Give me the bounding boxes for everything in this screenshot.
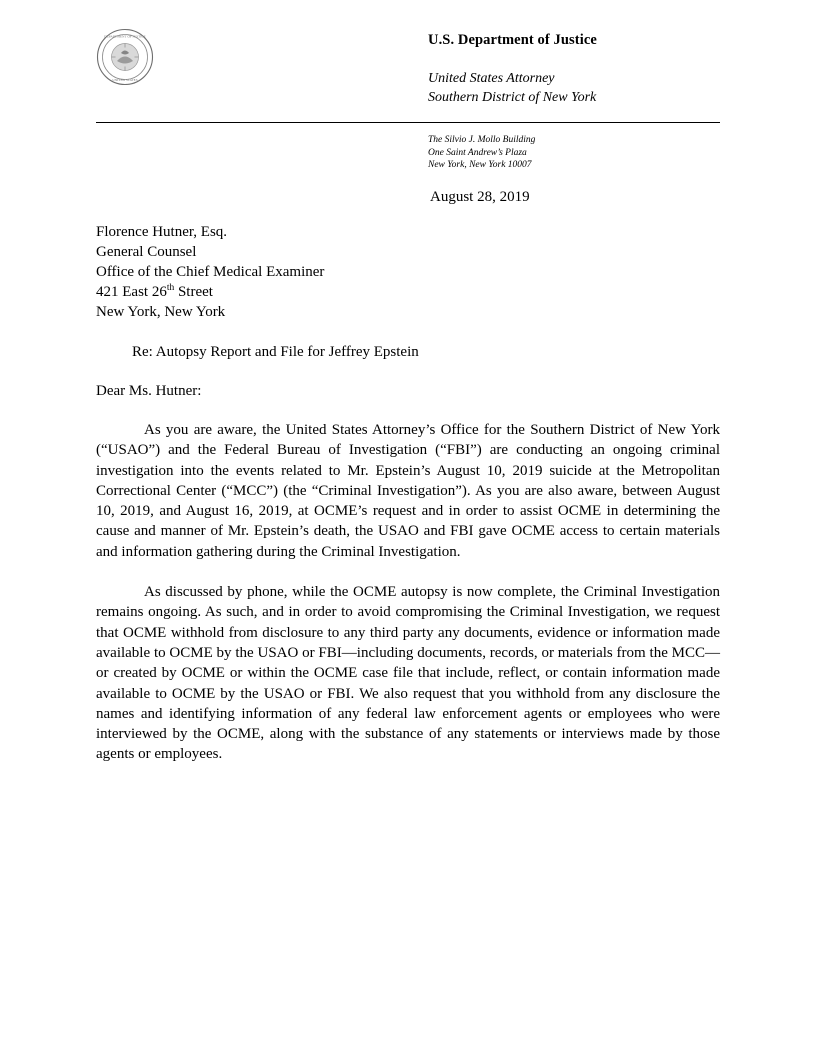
address-line-2: One Saint Andrew’s Plaza xyxy=(428,147,527,158)
agency-block xyxy=(428,32,597,107)
recipient-title: General Counsel xyxy=(96,244,197,260)
agency-title: U.S. Department of Justice xyxy=(428,32,597,48)
subject-line: Re: Autopsy Report and File for Jeffrey Epstein xyxy=(132,344,419,360)
svg-text:UNITED STATES: UNITED STATES xyxy=(112,78,138,82)
address-line-1: The Silvio J. Mollo Building xyxy=(428,135,536,145)
recipient-address xyxy=(96,222,720,322)
svg-text:DEPARTMENT OF JUSTICE: DEPARTMENT OF JUSTICE xyxy=(104,34,146,39)
recipient-organization: Office of the Chief Medical Examiner xyxy=(96,264,325,280)
recipient-street-name: Street xyxy=(174,284,213,300)
office-line-2: Southern District of New York xyxy=(428,90,597,105)
recipient-city-state: New York, New York xyxy=(96,304,226,320)
letter-body xyxy=(96,222,720,765)
letterhead xyxy=(0,0,816,128)
recipient-name: Florence Hutner, Esq. xyxy=(96,224,228,240)
letter-date: August 28, 2019 xyxy=(430,189,530,205)
office-line-1: United States Attorney xyxy=(428,71,555,86)
doj-seal-icon xyxy=(96,28,154,86)
return-address xyxy=(428,134,535,172)
body-paragraph-2: As discussed by phone, while the OCME autopsy is now complete, the Criminal Investigation remains ongoing. As such, and in order to avoid compromising the Criminal Investigation, we request that OCME withhold from disclosure to any third party any documents, evidence or information made available to OCME by the USAO or FBI—including documents, records, or materials from the MCC—or created by OCME or within the OCME case file that include, reflect, or contain information made available to OCME by the USAO or FBI. We also request that you withhold from any disclosure the names and identifying information of any federal law enforcement agents or employees who were interviewed by the OCME, along with the substance of any statements or interviews made by those agents or employees. xyxy=(96,584,720,763)
salutation: Dear Ms. Hutner: xyxy=(96,383,202,399)
body-paragraph-1: As you are aware, the United States Attorney’s Office for the Southern District of New York (“USAO”) and the Federal Bureau of Investigation (“FBI”) are conducting an ongoing criminal investigation into the events related to Mr. Epstein’s August 10, 2019 suicide at the Metropolitan Correctional Center (“MCC”) (the “Criminal Investigation”). As you are also aware, between August 10, 2019, and August 16, 2019, at OCME’s request and in order to assist OCME in determining the cause and manner of Mr. Epstein’s death, the USAO and FBI gave OCME access to certain materials and information gathering during the Criminal Investigation. xyxy=(96,422,720,560)
recipient-street-number: 421 East 26 xyxy=(96,284,167,300)
recipient-street xyxy=(96,282,720,302)
recipient-street-ordinal: th xyxy=(166,283,175,293)
address-line-3: New York, New York 10007 xyxy=(428,160,532,170)
letterhead-divider xyxy=(96,122,720,123)
